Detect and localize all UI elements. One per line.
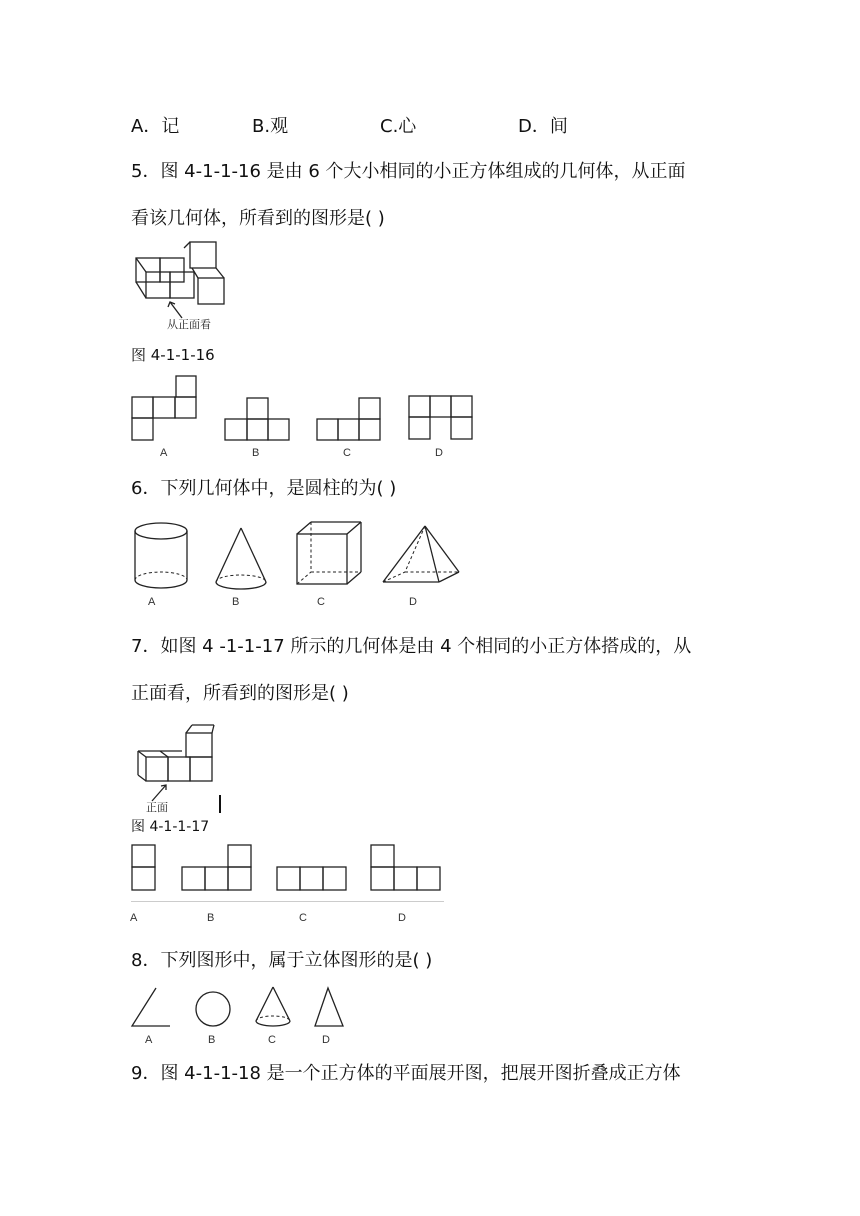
q7-label-c: C	[299, 912, 307, 924]
q5-label-c: C	[343, 447, 351, 459]
q8-label-b: B	[208, 1034, 216, 1046]
q6-label-b: B	[232, 596, 240, 608]
q8-angle-shape	[130, 986, 174, 1030]
q4-option-d: D．间	[518, 116, 568, 137]
q6-label-d: D	[409, 596, 417, 608]
q6-label-a: A	[148, 596, 156, 608]
q6-cone	[214, 526, 270, 590]
q6-text-line1: 6．下列几何体中，是圆柱的为( )	[131, 478, 397, 499]
q6-cube	[295, 520, 367, 588]
q7-text-line1: 7．如图 4 -1-1-17 所示的几何体是由 4 个相同的小正方体搭成的，从	[131, 636, 692, 657]
q4-option-a: A．记	[131, 116, 180, 137]
q5-label-d: D	[435, 447, 443, 459]
q8-label-a: A	[145, 1034, 153, 1046]
q7-label-d: D	[398, 912, 406, 924]
q5-text-line1: 5．图 4-1-1-16 是由 6 个大小相同的小正方体组成的几何体，从正面	[131, 161, 686, 182]
q5-label-b: B	[252, 447, 260, 459]
q5-text-line2: 看该几何体，所看到的图形是( )	[131, 208, 385, 229]
text-cursor	[219, 795, 221, 813]
q6-cylinder	[134, 522, 190, 590]
q8-text-line1: 8．下列图形中，属于立体图形的是( )	[131, 950, 433, 971]
q7-label-a: A	[130, 912, 138, 924]
q7-option-c-view	[276, 866, 350, 892]
q9-text-line1: 9．图 4-1-1-18 是一个正方体的平面展开图，把展开图折叠成正方体	[131, 1063, 681, 1084]
q5-figure-note: 从正面看	[167, 319, 211, 331]
q7-divider	[131, 901, 444, 902]
q5-option-a-view	[132, 376, 202, 442]
q5-option-b-view	[225, 398, 295, 444]
q7-label-b: B	[207, 912, 215, 924]
q5-figure-caption: 图 4-1-1-16	[131, 346, 215, 364]
q8-label-c: C	[268, 1034, 276, 1046]
q7-option-a-view	[131, 844, 157, 892]
q7-option-b-view	[181, 844, 255, 892]
q4-option-c: C.心	[380, 116, 417, 137]
q5-option-d-view	[409, 396, 479, 442]
q8-triangle-shape	[313, 986, 347, 1030]
q6-label-c: C	[317, 596, 325, 608]
q5-option-c-view	[317, 398, 387, 444]
q7-option-d-view	[370, 844, 444, 892]
q7-figure-caption: 图 4-1-1-17	[131, 819, 210, 835]
q5-label-a: A	[160, 447, 168, 459]
q6-pyramid	[381, 524, 463, 588]
q7-solid-figure	[136, 723, 220, 811]
q4-option-b: B.观	[252, 116, 289, 137]
q7-figure-note: 正面	[146, 802, 168, 814]
q8-circle-shape	[194, 990, 234, 1030]
q7-text-line2: 正面看，所看到的图形是( )	[131, 683, 349, 704]
q8-cone-shape	[254, 985, 294, 1031]
q8-label-d: D	[322, 1034, 330, 1046]
